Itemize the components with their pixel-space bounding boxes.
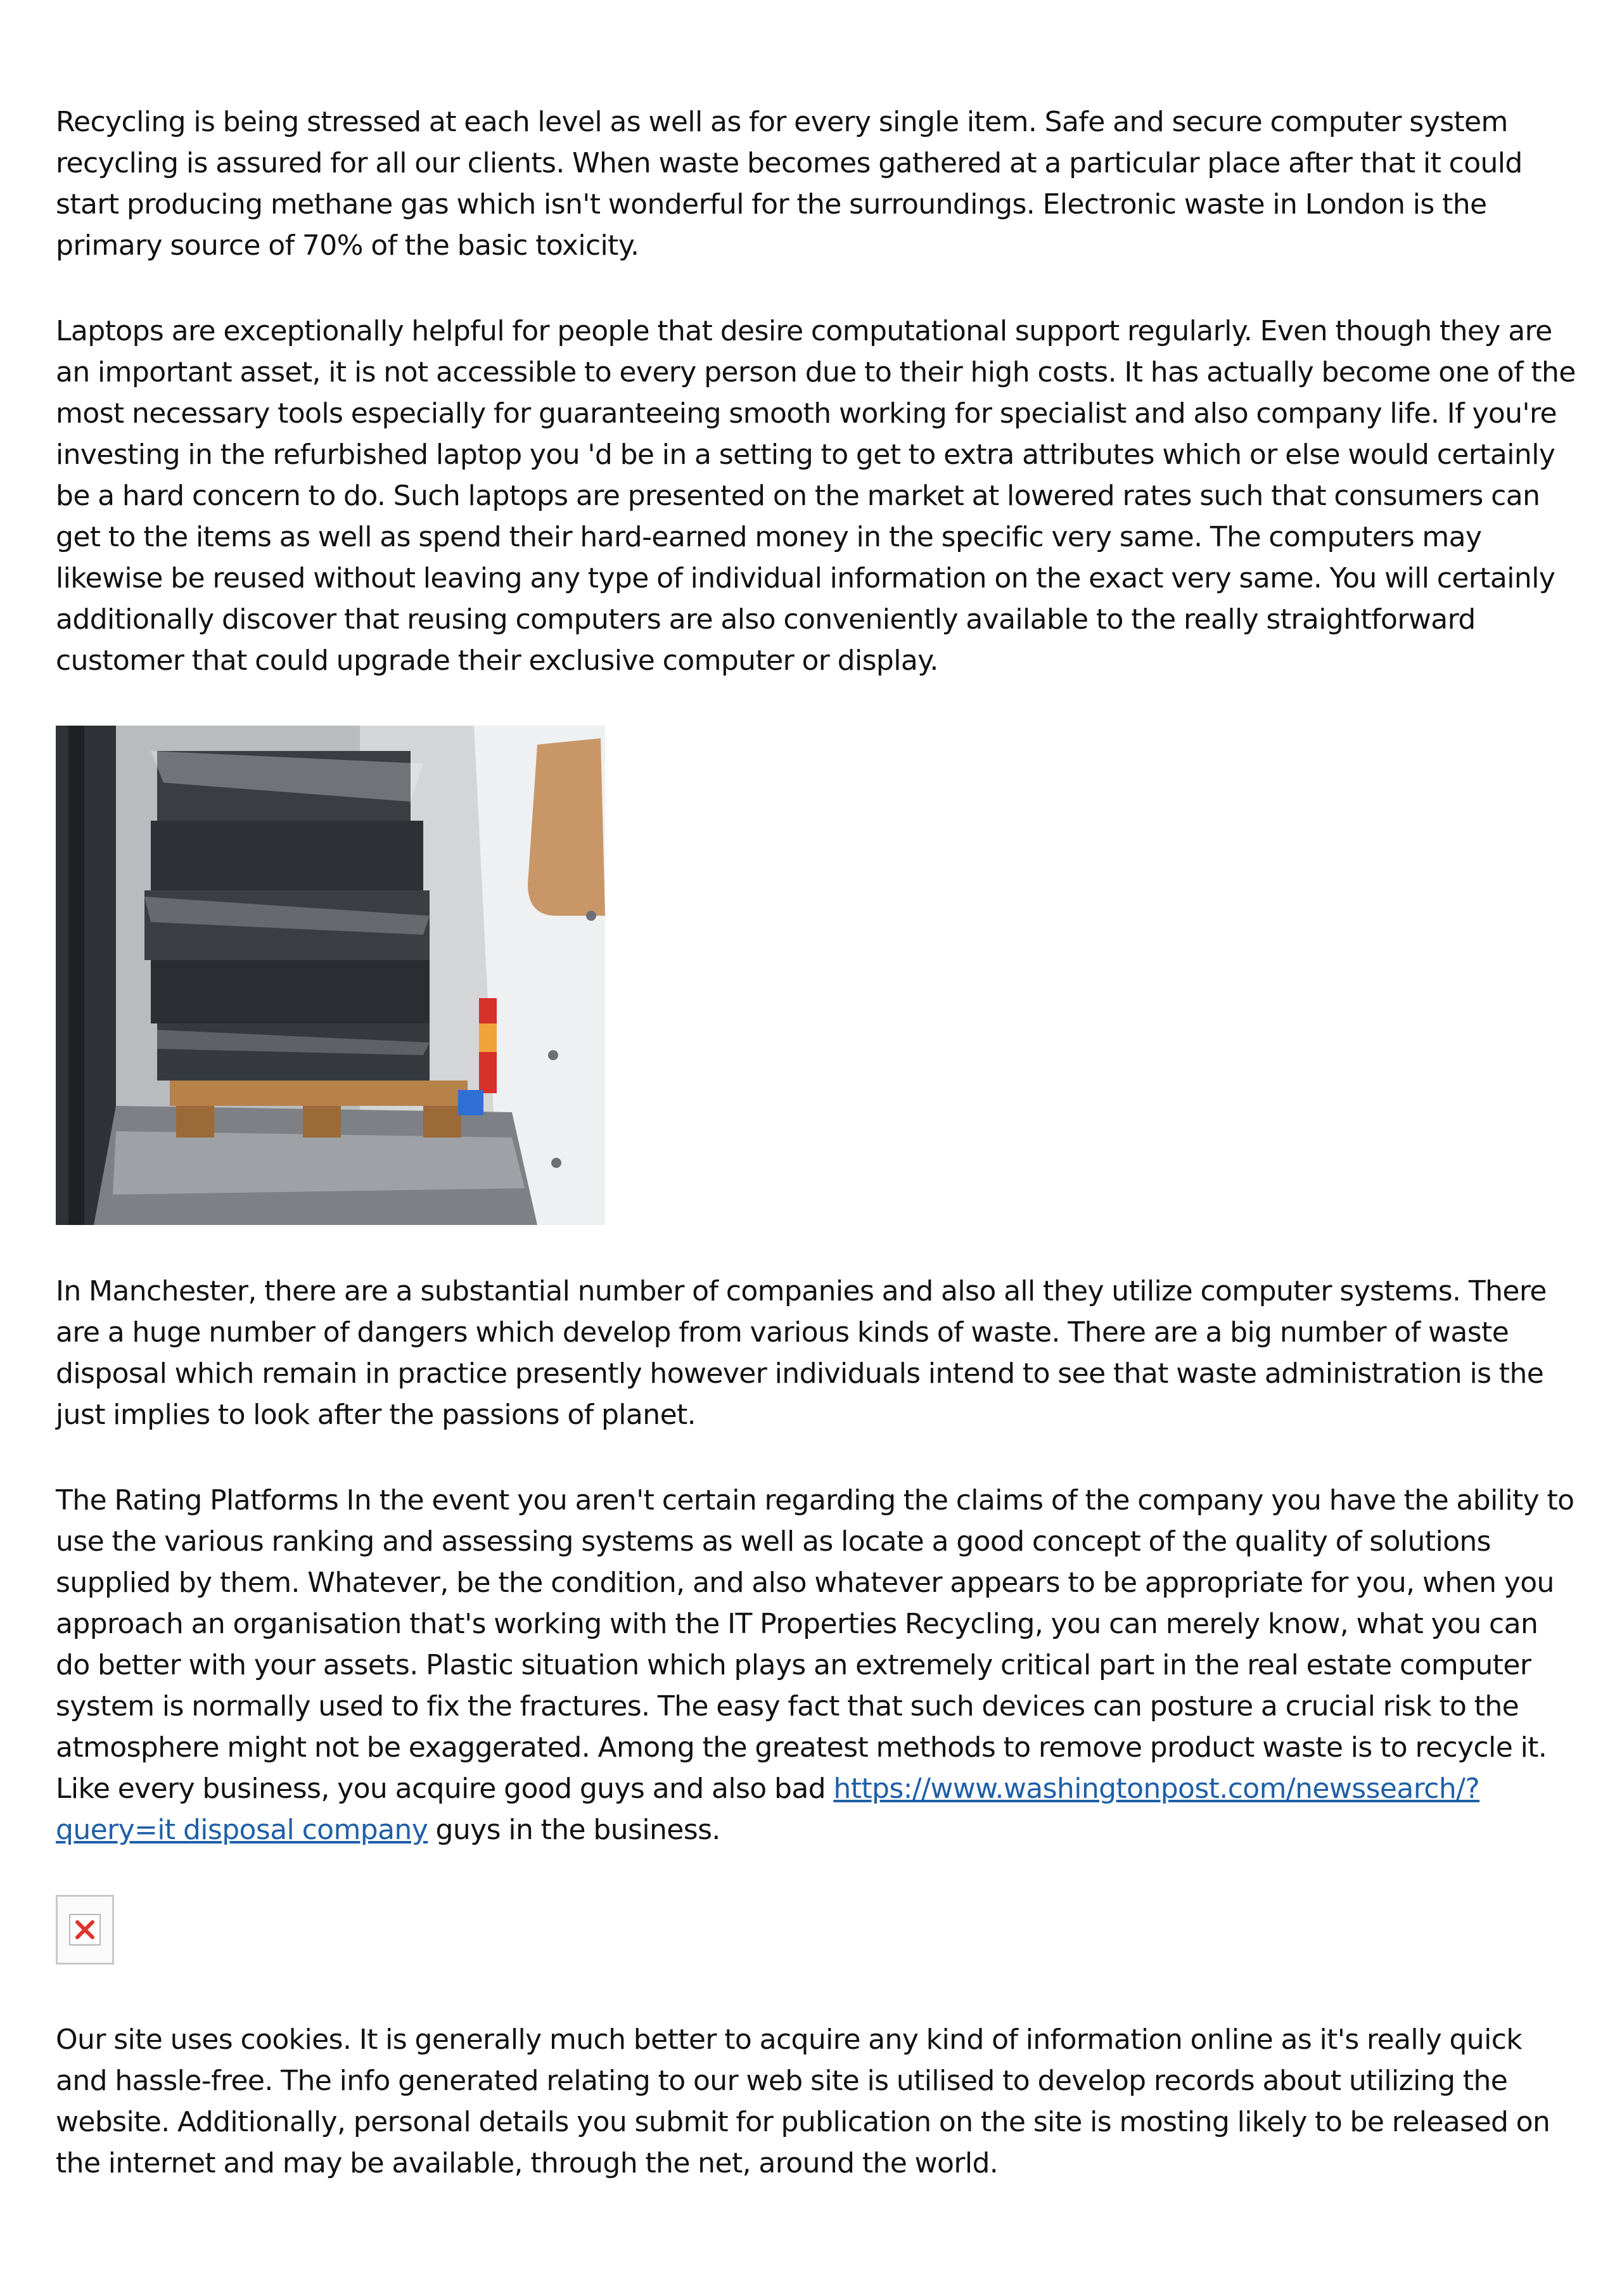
article-body [56,101,1576,2184]
rating-text-before: The Rating Platforms In the event you aren't certain regarding the claims of the company you have the ability to use the various ranking and assessing systems as well as locate a good concept of the quality of solutions supplied by them. Whatever, be the condition, and also whatever appears to be appropriate for you, when you approach an organisation that's working with the IT Properties Recycling, you can merely know, what you can do better with your assets. Plastic situation which plays an extremely critical part in the real estate computer system is normally used to fix the fractures. The easy fact that such devices can posture a crucial risk to the atmosphere might not be exaggerated. Among the greatest methods to remove product waste is to recycle it. Like every business, you acquire good guys and also bad [56,1484,1574,1805]
washingtonpost-search-link[interactable]: https://www.washingtonpost.com/newssearch/?query=it disposal company [56,1773,1480,1846]
rating-text-after: guys in the business. [428,1814,720,1846]
paragraph-recycling: Recycling is being stressed at each level as well as for every single item. Safe and secure computer system recycling is assured for all our clients. When waste becomes gathered at a particular place after that it could start producing methane gas which isn't wonderful for the surroundings. Electronic waste in London is the primary source of 70% of the basic toxicity. [56,106,1523,262]
broken-image-placeholder [56,1895,114,1965]
paragraph-cookies: Our site uses cookies. It is generally much better to acquire any kind of information online as it's really quick and hassle-free. The info generated relating to our web site is utilised to develop records about utilizing the website. Additionally, personal details you submit for publication on the site is mosting likely to be released on the internet and may be available, through the net, around the world. [56,2023,1550,2179]
paragraph-rating-platforms [56,1480,1576,1850]
paragraph-manchester: In Manchester, there are a substantial number of companies and also all they utilize computer systems. There are a huge number of dangers which develop from various kinds of waste. There are a big number of waste disposal which remain in practice presently however individuals intend to see that waste administration is the just implies to look after the passions of planet. [56,1275,1547,1431]
van-loaded-computers-photo [56,726,605,1225]
paragraph-laptops: Laptops are exceptionally helpful for people that desire computational support regularly. Even though they are an important asset, it is not accessible to every person due to their high costs. It has actually become one of the most necessary tools especially for guaranteeing smooth working for specialist and also company life. If you're investing in the refurbished laptop you 'd be in a setting to get to extra attributes which or else would certainly be a hard concern to do. Such laptops are presented on the market at lowered rates such that consumers can get to the items as well as spend their hard-earned money in the specific very same. The computers may likewise be reused without leaving any type of individual information on the exact very same. You will certainly additionally discover that reusing computers are also conveniently available to the really straightforward customer that could upgrade their exclusive computer or display. [56,315,1576,677]
broken-image-icon [69,1914,101,1946]
